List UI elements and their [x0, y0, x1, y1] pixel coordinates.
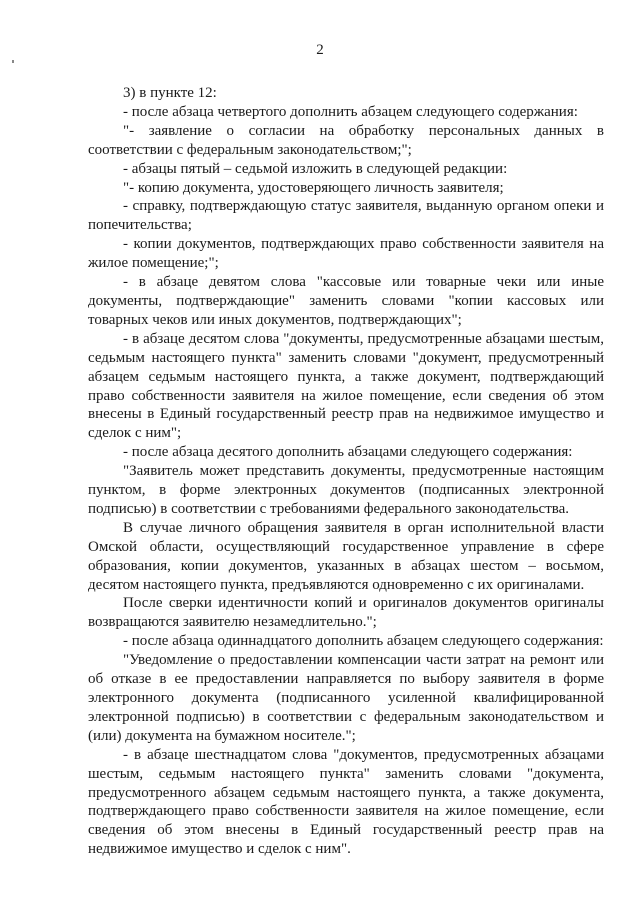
paragraph-item-3: 3) в пункте 12: [123, 85, 217, 101]
paragraph-consent: "- заявление о согласии на обработку персональных данных в соответствии с федеральным законодательством;"; [88, 122, 604, 158]
paragraph-originals-return: После сверки идентичности копий и оригиналов документов оригиналы возвращаются заявителю незамедлительно."; [88, 595, 604, 631]
paragraph-add-after-11: - после абзаца одиннадцатого дополнить абзацем следующего содержания: [123, 633, 604, 650]
paragraph-status-cert: - справку, подтверждающую статус заявителя, выданную органом опеки и попечительства; [88, 198, 604, 234]
paragraph-add-after-10: - после абзаца десятого дополнить абзацами следующего содержания: [123, 444, 573, 461]
paragraph-tenth: - в абзаце десятом слова "документы, предусмотренные абзацами шестым, седьмым настоящего пункта" заменить словами "документ, предусмотренный абзацем седьмым настоящего пункта, а также документ, подтверждающий право собственности заявителя на жилое помещение, если сведения об этом внесены в Единый государственный реестр прав на недвижимое имущество и сделок с ним"; [88, 330, 604, 442]
page-number: 2 [316, 42, 324, 58]
paragraph-property-docs: - копии документов, подтверждающих право собственности заявителя на жилое помещение;"; [88, 236, 604, 272]
scan-mark [12, 60, 14, 63]
paragraph-5-7-new: - абзацы пятый – седьмой изложить в следующей редакции: [123, 160, 508, 177]
paragraph-sixteenth: - в абзаце шестнадцатом слова "документов, предусмотренных абзацами шестым, седьмым настоящего пункта" заменить словами "документа, предусмотренного абзацем седьмым настоящего пункта, а также документа, подтверждающего право собственности заявителя на жилое помещение, если сведения об этом внесены в Единый государственный реестр прав на недвижимое имущество и сделок с ним". [88, 746, 604, 858]
document-body [88, 84, 604, 859]
paragraph-add-after-4: - после абзаца четвертого дополнить абзацем следующего содержания: [123, 103, 578, 120]
paragraph-ninth: - в абзаце девятом слова "кассовые или товарные чеки или иные документы, подтверждающие" заменить словами "копии кассовых или товарных чеков или иных документов, подтверждающих"; [88, 274, 604, 328]
paragraph-notification: "Уведомление о предоставлении компенсации части затрат на ремонт или об отказе в ее предоставлении направляется по выбору заявителя в форме электронного документа (подписанного усиленной квалифицированной электронной подписью) в соответствии с федеральным законодательством и (или) документа на бумажном носителе."; [88, 652, 604, 744]
paragraph-id-copy: "- копию документа, удостоверяющего личность заявителя; [123, 179, 504, 196]
paragraph-electronic-docs: "Заявитель может представить документы, предусмотренные настоящим пунктом, в форме электронных документов (подписанных электронной подписью) в соответствии с требованиями федерального законодательства. [88, 463, 604, 517]
paragraph-personal-appeal: В случае личного обращения заявителя в орган исполнительной власти Омской области, осуществляющий государственное управление в сфере образования, копии документов, указанных в абзацах шестом – восьмом, десятом настоящего пункта, предъявляются одновременно с их оригиналами. [88, 519, 604, 593]
